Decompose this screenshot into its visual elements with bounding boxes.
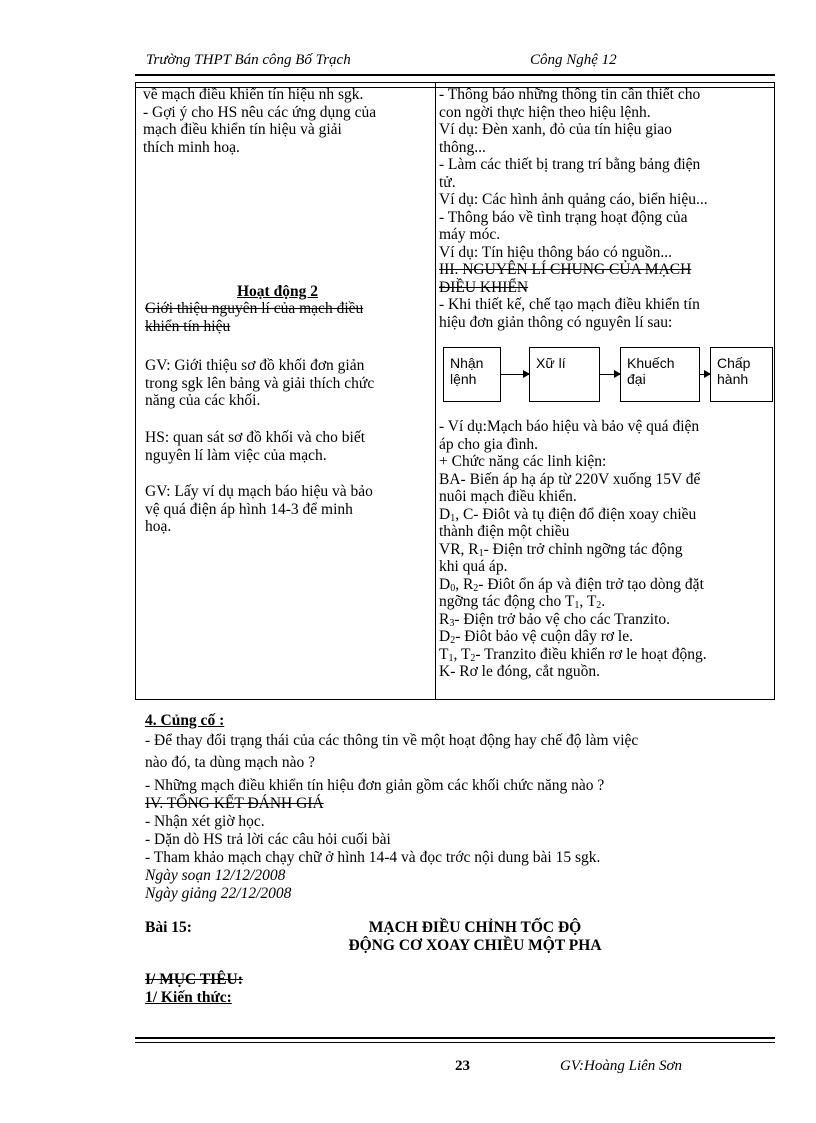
text-line: - Thông báo về tình trạng hoạt động của (439, 208, 688, 226)
text-line: Ví dụ: Các hình ảnh quảng cáo, biển hiệu... (439, 191, 708, 208)
block-diagram (443, 347, 773, 402)
section-heading: ĐIỀU KHIỂN (439, 278, 529, 296)
text-line: Ví dụ: Đèn xanh, đỏ của tín hiệu giao (439, 121, 672, 138)
text-line: - Tham khảo mạch chạy chữ ở hình 14-4 và đọc trớc nội dung bài 15 sgk. (145, 849, 601, 866)
text-line: - Dặn dò HS trả lời các câu hỏi cuối bài (145, 831, 391, 848)
footer-rule-thin (135, 1042, 775, 1043)
text-line: $T_1$, $T_2-$ Tranzito điều khiển rơ le hoạt động. (439, 645, 707, 664)
section-heading: III. NGUYÊN LÍ CHUNG CỦA MẠCH (439, 261, 692, 278)
text-line: con ngời thực hiện theo hiệu lệnh. (439, 103, 651, 121)
arrow-icon (600, 374, 620, 375)
block-label: Chấp (717, 355, 751, 371)
footer-rule (135, 1037, 775, 1039)
text-line: $D_1$, C- Điôt và tụ điện đổ điện xoay chiều (439, 505, 697, 524)
text-line: Ví dụ: Tín hiệu thông báo có nguồn... (439, 243, 673, 261)
arrow-icon (700, 374, 710, 375)
text-line: GV: Giới thiệu sơ đồ khối đơn giản (145, 357, 365, 374)
text-line: - Khi thiết kế, chế tạo mạch điều khiển tín (439, 296, 700, 313)
text-line: về mạch điều khiển tín hiệu nh sgk. (143, 86, 364, 103)
block-amplify (620, 347, 700, 402)
block-process (529, 347, 600, 402)
text-line: - Những mạch điều khiển tín hiệu đơn giản gồm các khối chức năng nào ? (145, 777, 605, 794)
header-rule (135, 74, 775, 76)
text-line: nguyên lí làm việc của mạch. (145, 446, 327, 464)
text-line: máy móc. (439, 226, 501, 243)
lesson-title-line: ĐỘNG CƠ XOAY CHIỀU MỘT PHA (348, 937, 602, 954)
text-line: BA- Biến áp hạ áp từ 220V xuống 15V để (439, 470, 701, 488)
prep-date: Ngày soạn 12/12/2008 (145, 867, 286, 884)
hs-paragraph (145, 429, 430, 464)
text-line: khiển tín hiệu (145, 317, 231, 335)
block-label: lệnh (450, 371, 477, 387)
block-label: Nhận (450, 355, 484, 371)
table-column-divider (435, 83, 436, 699)
section-heading: 4. Củng cố : (145, 712, 225, 729)
section-heading: I/ MỤC TIÊU: (145, 971, 243, 988)
text-line: GV: Lấy ví dụ mạch báo hiệu và bảo (145, 483, 373, 500)
text-line: VR, $R_1-$ Điện trở chỉnh ngỡng tác động (439, 540, 683, 559)
header-subject: Công Nghệ 12 (530, 52, 617, 68)
gv-intro-paragraph (145, 357, 430, 410)
lesson-number: Bài 15: (145, 919, 192, 936)
right-column-top (439, 86, 773, 331)
section-heading: 1/ Kiến thức: (145, 989, 232, 1006)
consolidation-section (145, 712, 775, 903)
block-label: Xữ lí (536, 355, 566, 371)
block-label: hành (717, 371, 749, 387)
text-line: - Ví dụ:Mạch báo hiệu và bảo vệ quá điện (439, 418, 700, 435)
text-line: thích minh hoạ. (143, 138, 240, 156)
teaching-date: Ngày giảng 22/12/2008 (145, 885, 292, 902)
text-line: thông... (439, 138, 486, 156)
left-column (143, 86, 428, 156)
text-line: - Để thay đổi trạng thái của các thông tin về một hoạt động hay chế độ làm việc (145, 732, 639, 749)
text-line: mạch điều khiển tín hiệu và giải (143, 121, 342, 138)
header-school: Trường THPT Bán công Bố Trạch (146, 52, 351, 68)
gv-example-paragraph (145, 483, 430, 536)
text-line: năng của các khối. (145, 392, 261, 409)
text-line: $R_3-$ Điện trở bảo vệ cho các Tranzito. (439, 610, 671, 629)
text-line: $D_0$, $R_2-$ Điôt ổn áp và điện trở tạo dòng đặt (439, 575, 704, 594)
block-receive-command (443, 347, 501, 402)
block-execute (710, 347, 773, 402)
text-line: tử. (439, 173, 456, 191)
text-line: $D_2-$ Điôt bảo vệ cuộn dây rơ le. (439, 628, 633, 646)
text-line: hiệu đơn giản thông có nguyên lí sau: (439, 313, 673, 331)
text-line: khi quá áp. (439, 558, 508, 575)
teacher-name: GV:Hoàng Liên Sơn (560, 1058, 683, 1074)
text-line: - Nhận xét giờ học. (145, 813, 265, 830)
text-line: - Thông báo những thông tin cần thiết cho (439, 86, 701, 103)
text-line: hoạ. (145, 518, 172, 535)
text-line: - Làm các thiết bị trang trí bằng bảng điện (439, 156, 701, 173)
lesson-title-line: MẠCH ĐIỀU CHỈNH TỐC ĐỘ (368, 919, 582, 936)
text-line: áp cho gia đình. (439, 435, 539, 453)
text-line: thành điện một chiều (439, 523, 570, 540)
activity-subtitle (145, 300, 430, 335)
text-line: + Chức năng các linh kiện: (439, 453, 607, 470)
arrow-icon (501, 374, 529, 375)
activity-title: Hoạt động 2 (237, 283, 318, 300)
text-line: ngỡng tác động cho $T_1$, $T_2$. (439, 593, 606, 611)
objectives-section (145, 971, 243, 1007)
page-number: 23 (455, 1058, 470, 1074)
text-line: nào đó, ta dùng mạch nào ? (145, 754, 316, 771)
text-line: trong sgk lên bảng và giải thích chức (145, 374, 375, 392)
text-line: nuôi mạch điều khiển. (439, 488, 577, 505)
text-line: Giới thiệu nguyên lí của mạch điều (145, 300, 364, 317)
text-line: K- Rơ le đóng, cắt nguồn. (439, 663, 601, 680)
right-column-bottom (439, 418, 773, 681)
block-label: Khuếch (627, 355, 675, 371)
block-label: đại (627, 371, 646, 387)
section-heading: IV. TỔNG KẾT ĐÁNH GIÁ (145, 795, 324, 812)
text-line: - Gợi ý cho HS nêu các ứng dụng của (143, 103, 377, 121)
lesson-title (320, 919, 630, 955)
text-line: HS: quan sát sơ đồ khối và cho biết (145, 429, 366, 446)
text-line: vệ quá điện áp hình 14-3 để minh (145, 500, 353, 518)
